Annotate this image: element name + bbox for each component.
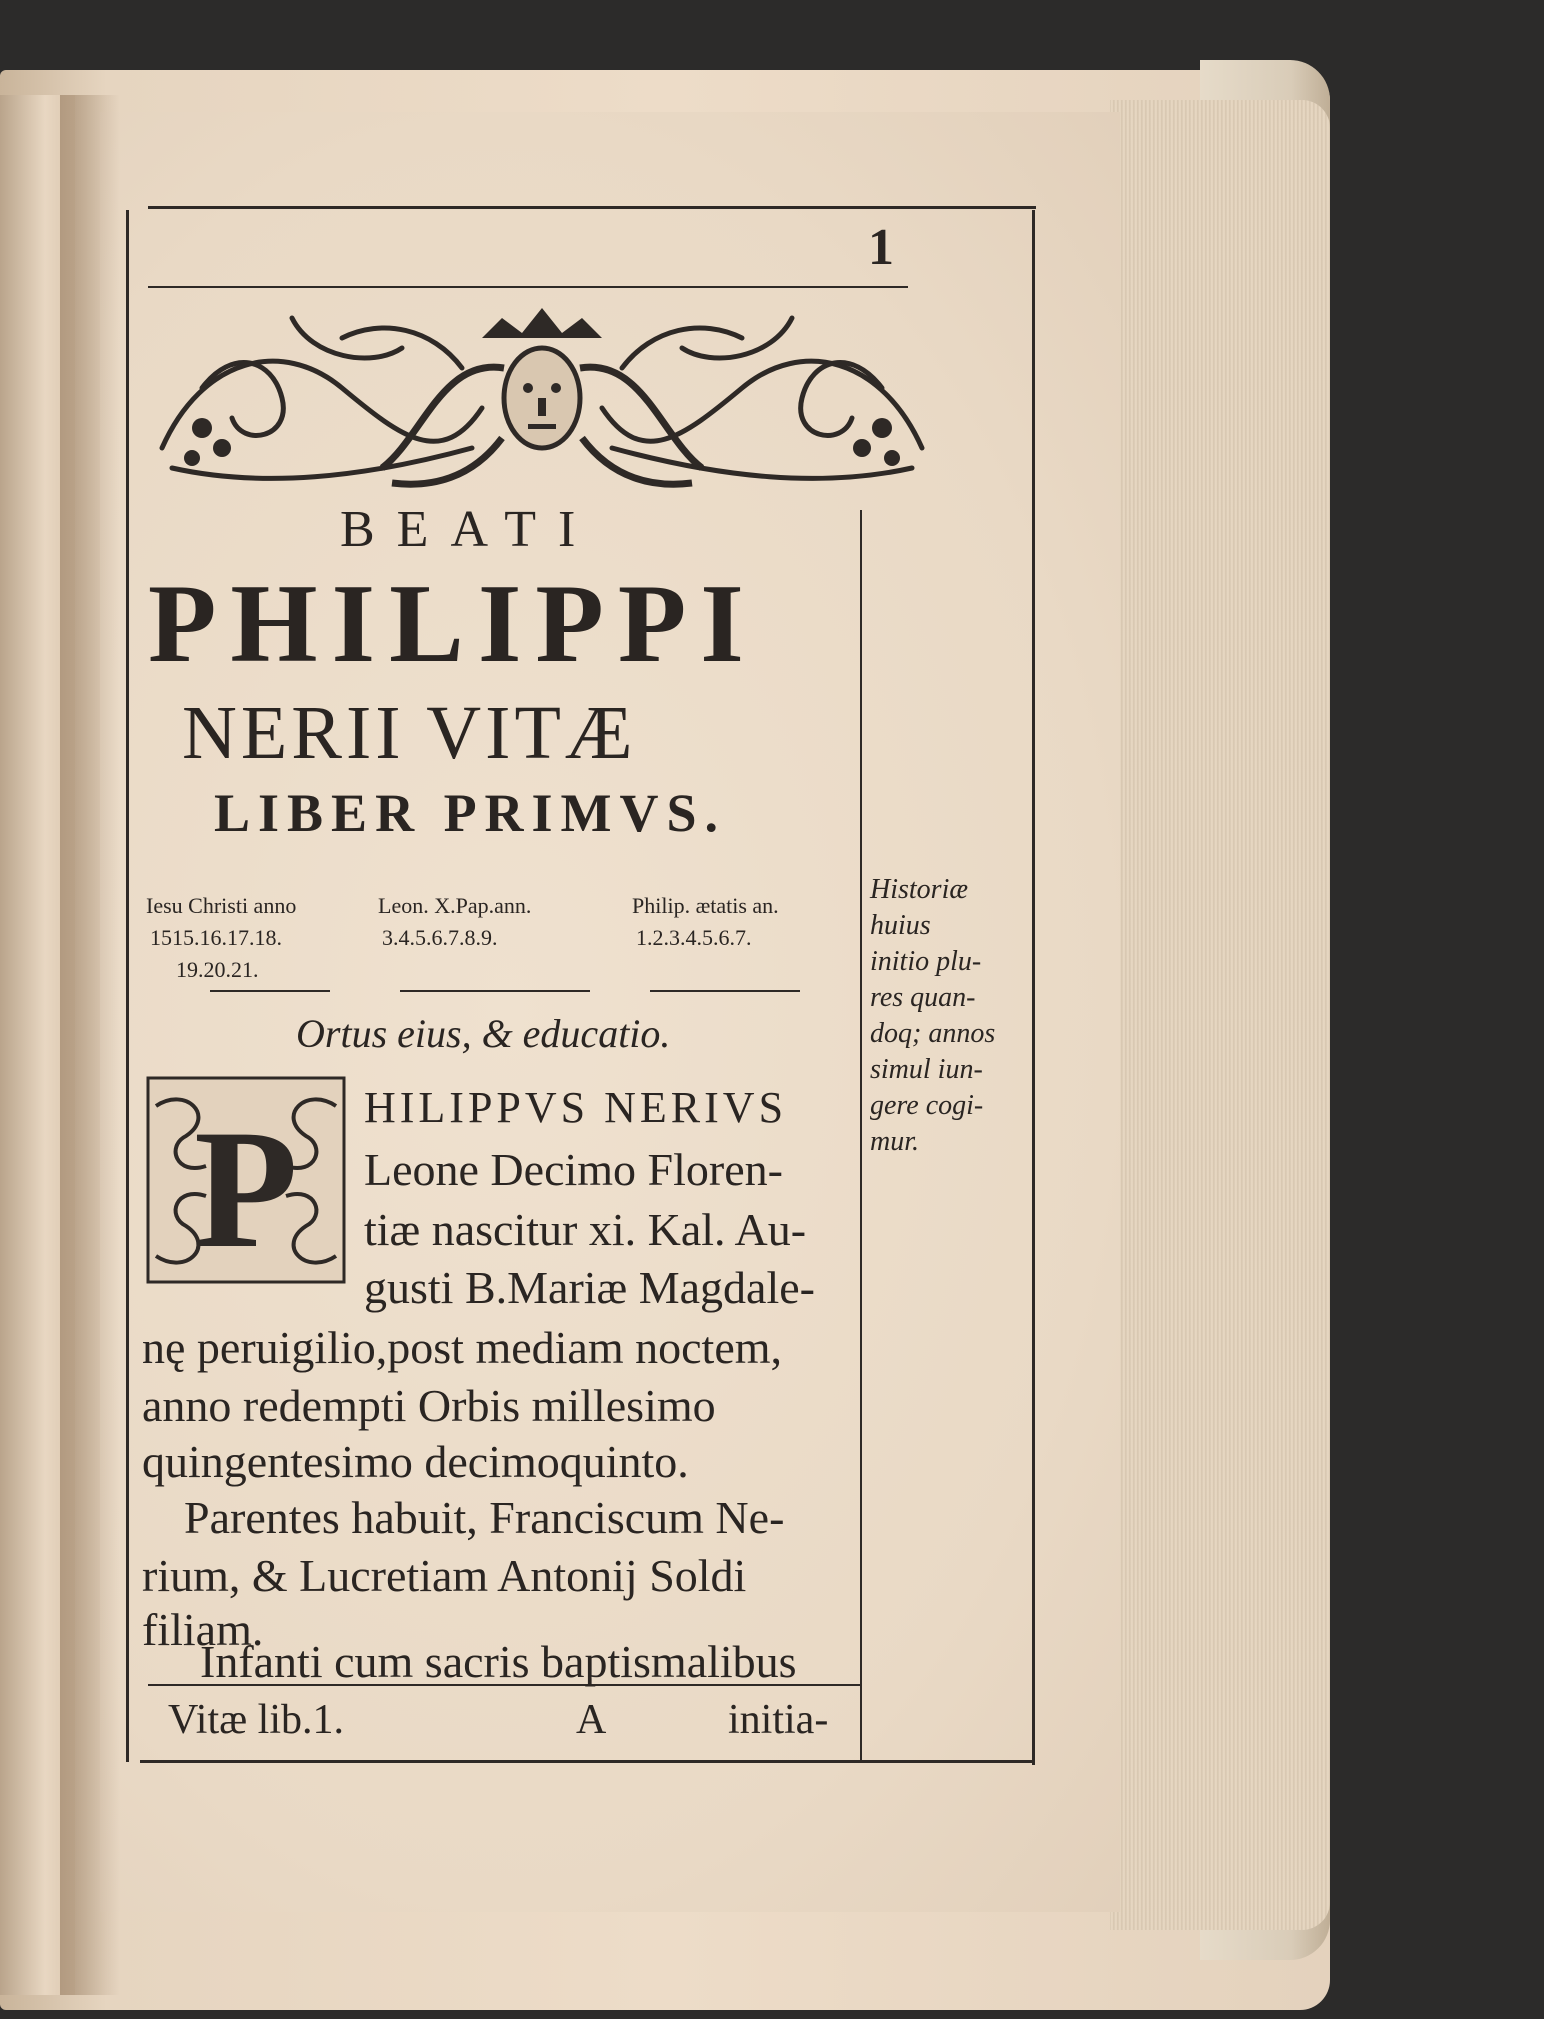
date-column-age [632, 890, 779, 954]
title-nerii-vitae: NERII VITÆ [182, 691, 637, 775]
body-line: tiæ nascitur xi. Kal. Au- [364, 1204, 807, 1255]
ornamental-headpiece-icon [142, 298, 942, 498]
body-line: nę peruigilio,post mediam noctem, [142, 1322, 783, 1373]
margin-note-line: res quan- [870, 982, 976, 1013]
body-line: Infanti cum sacris baptismalibus [200, 1636, 797, 1687]
body-line: filiam. [142, 1604, 264, 1655]
margin-note-line: gere cogi- [870, 1090, 984, 1121]
date-separator-rule [210, 990, 330, 992]
section-subheading: Ortus eius, & educatio. [296, 1011, 671, 1056]
margin-note-line: Historiæ [870, 874, 969, 905]
date-values: 3.4.5.6.7.8.9. [382, 925, 498, 950]
body-line: Leone Decimo Floren- [364, 1144, 783, 1195]
date-separator-rule [650, 990, 800, 992]
date-values: 1515.16.17.18. [150, 925, 282, 950]
title-liber-primus: LIBER PRIMVS. [214, 783, 727, 843]
spine-shadow [60, 95, 120, 1995]
margin-column-divider [860, 510, 862, 1760]
frame-rule-top [148, 206, 1036, 209]
date-separator-rule [400, 990, 590, 992]
decorated-initial-icon [146, 1076, 346, 1284]
date-values: 19.20.21. [176, 957, 259, 982]
body-line: anno redempti Orbis millesimo [142, 1380, 716, 1431]
margin-note-line: initio plu- [870, 946, 982, 977]
margin-note-line: mur. [870, 1126, 920, 1157]
margin-note-line: doq; annos [870, 1018, 996, 1049]
body-line: gusti B.Mariæ Magdale- [364, 1262, 815, 1313]
signature-mark: A [576, 1697, 607, 1743]
svg-text:P: P [194, 1095, 298, 1283]
frame-rule-header [148, 286, 908, 288]
margin-note-line: huius [870, 910, 931, 941]
date-column-christ [146, 890, 296, 986]
date-label: Philip. ætatis an. [632, 893, 779, 918]
date-label: Leon. X.Pap.ann. [378, 893, 532, 918]
body-line: quingentesimo decimoquinto. [142, 1436, 689, 1487]
title-beati: BEATI [340, 501, 598, 558]
page-number: 1 [868, 219, 894, 276]
margin-note-line: simul iun- [870, 1054, 983, 1085]
body-line: HILIPPVS NERIVS [364, 1083, 788, 1132]
body-line: Parentes habuit, Franciscum Ne- [184, 1492, 785, 1543]
page-edges [1110, 100, 1330, 1930]
date-values: 1.2.3.4.5.6.7. [636, 925, 752, 950]
date-column-pope [378, 890, 531, 954]
date-label: Iesu Christi anno [146, 893, 297, 918]
frame-rule-left [126, 210, 129, 1762]
title-philippi: PHILIPPI [148, 562, 758, 686]
frame-rule-bottom [140, 1760, 1035, 1763]
margin-note [870, 872, 1030, 1160]
signature-label: Vitæ lib.1. [168, 1697, 344, 1743]
body-line: rium, & Lucretiam Antonij Soldi [142, 1550, 747, 1601]
frame-rule-right [1032, 210, 1035, 1765]
catchword: initia- [728, 1697, 829, 1743]
